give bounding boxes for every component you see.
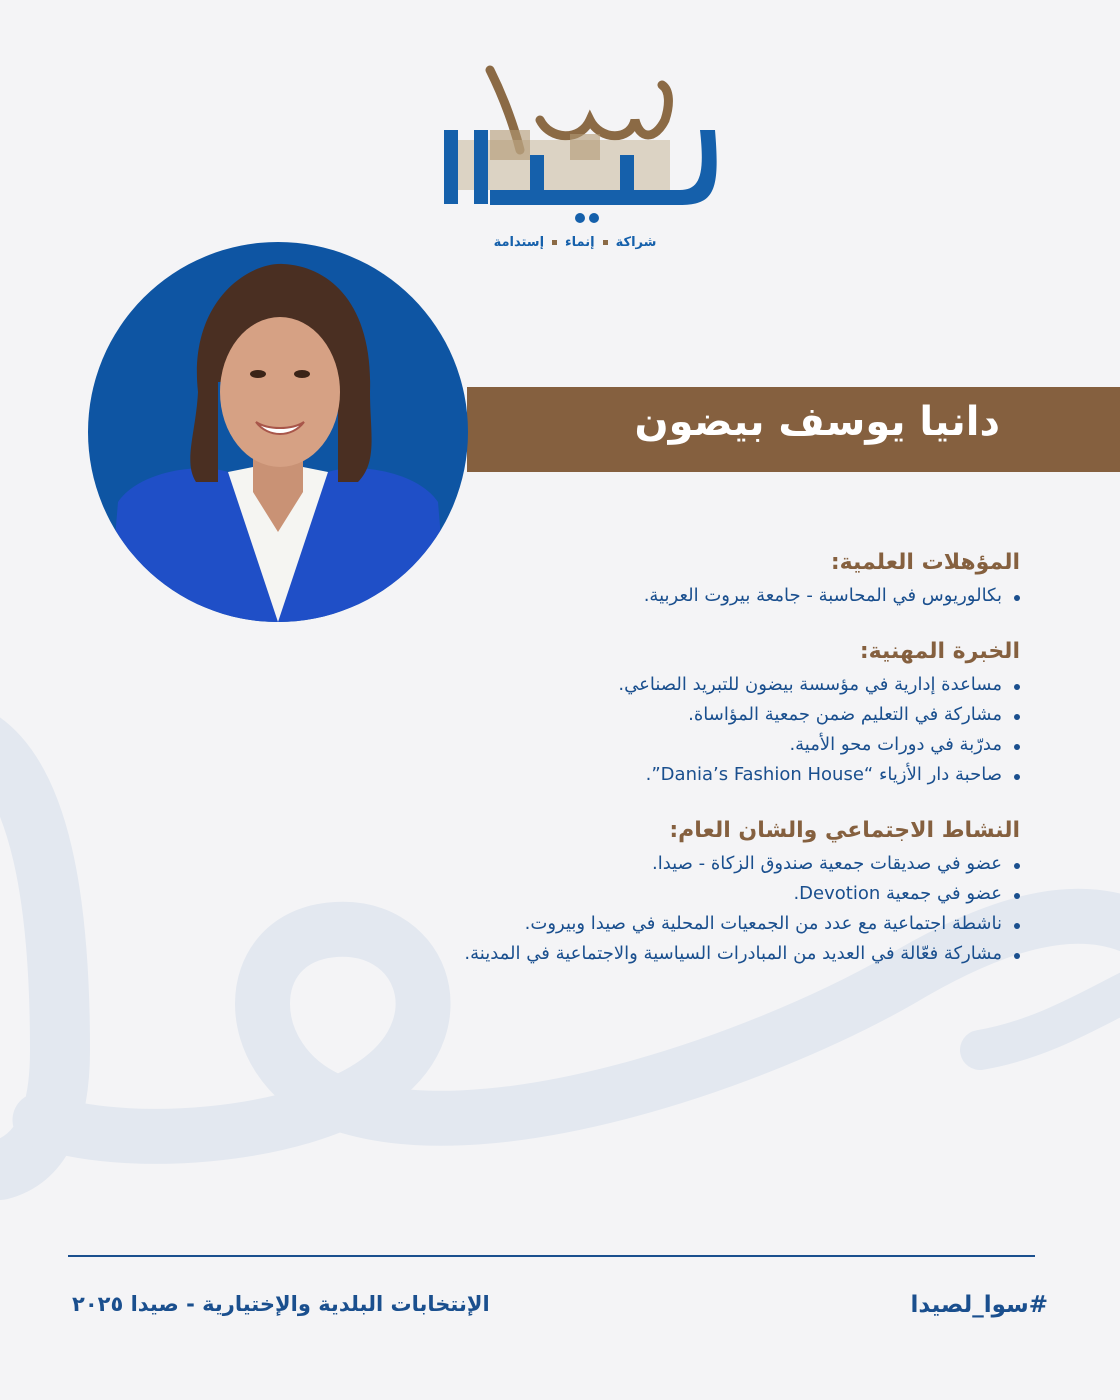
section-title: النشاط الاجتماعي والشان العام: (669, 818, 1020, 843)
section-education (260, 550, 1020, 611)
list-item: عضو في صديقات جمعية صندوق الزكاة - صيدا. (260, 849, 1020, 879)
bio-content (260, 550, 1020, 997)
tagline-sustainability: إستدامة (493, 235, 545, 250)
tagline-development: إنماء (565, 235, 595, 250)
logo-tagline (430, 235, 720, 250)
section-title: الخبرة المهنية: (859, 639, 1020, 664)
name-banner (467, 387, 1120, 472)
list-item: مشاركة فعّالة في العديد من المبادرات السياسية والاجتماعية في المدينة. (260, 939, 1020, 969)
bullet-square-icon (603, 240, 608, 245)
list-item: مساعدة إدارية في مؤسسة بيضون للتبريد الصناعي. (260, 670, 1020, 700)
bullet-square-icon (552, 240, 557, 245)
list-item: بكالوريوس في المحاسبة - جامعة بيروت العربية. (260, 581, 1020, 611)
logo-wordmark-icon (430, 60, 720, 230)
list-item: مدرّبة في دورات محو الأمية. (260, 730, 1020, 760)
footer-divider (68, 1255, 1035, 1257)
list-item: عضو في جمعية Devotion. (260, 879, 1020, 909)
list-item: صاحبة دار الأزياء “Dania’s Fashion House”. (260, 760, 1020, 790)
footer-election-text: الإنتخابات البلدية والإختيارية - صيدا ٢٠٢٥ (72, 1292, 490, 1316)
list-item: ناشطة اجتماعية مع عدد من الجمعيات المحلية في صيدا وبيروت. (260, 909, 1020, 939)
section-social-activity (260, 818, 1020, 969)
campaign-logo (430, 60, 720, 260)
candidate-name: دانيا يوسف بيضون (634, 399, 1000, 445)
section-title: المؤهلات العلمية: (830, 550, 1020, 575)
list-item: مشاركة في التعليم ضمن جمعية المؤاساة. (260, 700, 1020, 730)
footer-hashtag: #سوا_لصيدا (910, 1292, 1048, 1318)
tagline-partnership: شراكة (615, 235, 657, 250)
section-experience (260, 639, 1020, 790)
